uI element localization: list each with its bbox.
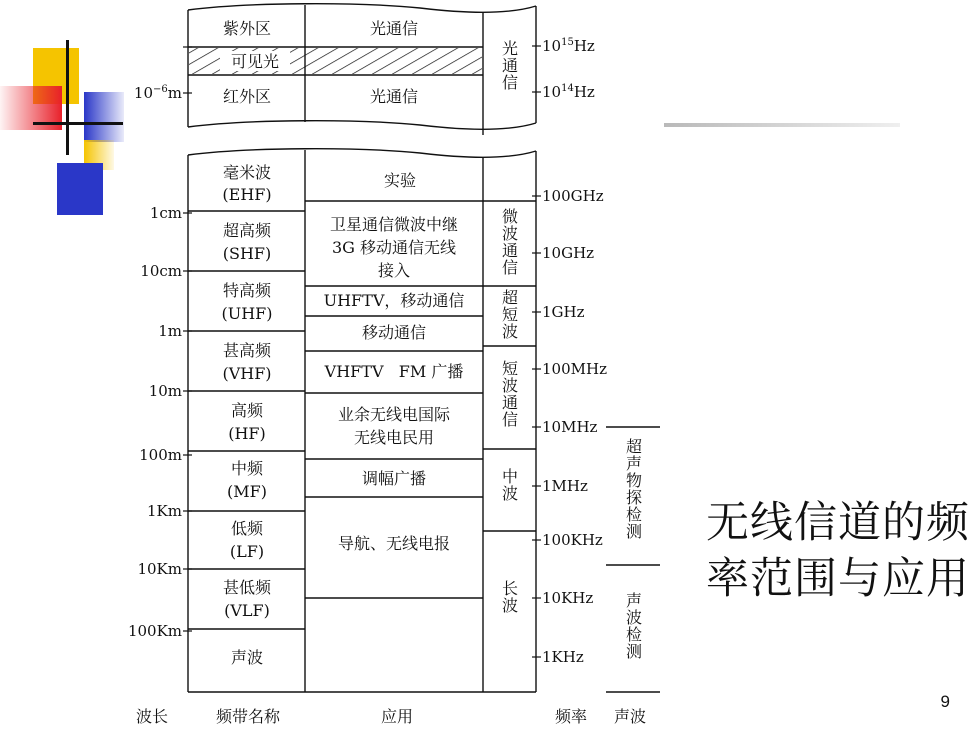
sound-label: 超声物探检测 (625, 437, 643, 541)
sound-label: 声波检测 (625, 591, 643, 661)
wavelength-label: 10cm (140, 262, 182, 280)
band-code: (EHF) (222, 185, 272, 204)
wavelength-labels (128, 84, 182, 640)
band-code: (MF) (227, 482, 267, 501)
frequency-label: 1KHz (542, 648, 584, 666)
band-code: (HF) (228, 424, 266, 443)
band-name: 红外区 (222, 87, 272, 106)
application-text: 光通信 (369, 19, 419, 38)
column-header-sound: 声波 (613, 707, 647, 726)
band-names (221, 19, 279, 667)
frequency-label: 10KHz (542, 589, 594, 607)
wavelength-label: 1Km (147, 502, 182, 520)
category-label: 光通信 (501, 39, 519, 92)
category-label: 长波 (501, 579, 519, 615)
page-number: 9 (940, 692, 950, 711)
column-headers (136, 707, 646, 726)
frequency-label: 10MHz (542, 418, 598, 436)
wavelength-label: 10m (148, 382, 182, 400)
band-name: 可见光 (230, 52, 280, 71)
band-code: (VHF) (222, 364, 272, 383)
category-label: 中波 (501, 467, 519, 503)
column-header-application: 应用 (380, 707, 414, 726)
band-name: 高频 (230, 401, 264, 420)
frequency-labels (542, 37, 607, 666)
column-header-frequency: 频率 (554, 707, 588, 726)
application-text: 导航、无线电报 (337, 534, 451, 553)
frequency-label: 1MHz (542, 477, 588, 495)
band-name: 特高频 (222, 281, 272, 300)
frequency-label: 100GHz (542, 187, 604, 205)
frequency-label: 1GHz (542, 303, 585, 321)
frequency-label: $10^{15}Hz$ (542, 37, 595, 55)
band-name: 毫米波 (222, 163, 272, 182)
wavelength-label: 1m (158, 322, 182, 340)
wavelength-label: 10Km (137, 560, 182, 578)
band-name: 超高频 (222, 221, 272, 240)
category-label: 短波通信 (501, 359, 519, 429)
wavelength-label: $10^{-6}m$ (133, 84, 182, 102)
band-code: (LF) (229, 542, 265, 561)
band-name: 中频 (230, 459, 264, 478)
category-label: 超短波 (501, 288, 519, 341)
column-header-wavelength: 波长 (135, 707, 169, 726)
application-text: UHFTV，移动通信 (323, 291, 465, 310)
band-name: 低频 (230, 519, 264, 538)
application-text: 卫星通信微波中继 (329, 215, 459, 234)
application-text: 接入 (377, 261, 411, 280)
slide-title: 无线信道的频率范围与应用 (706, 498, 970, 604)
application-text: 实验 (383, 171, 417, 190)
frequency-label: 10GHz (542, 244, 595, 262)
application-text: 3G 移动通信无线 (331, 238, 457, 257)
application-text: 移动通信 (361, 323, 427, 342)
band-code: (SHF) (222, 244, 272, 263)
application-text: 业余无线电国际 (337, 405, 451, 424)
wavelength-label: 100Km (127, 622, 182, 640)
band-name: 甚高频 (222, 341, 272, 360)
application-text: 无线电民用 (353, 428, 435, 447)
wavelength-label: 100m (139, 446, 182, 464)
application-text: VHFTV FM 广播 (324, 362, 464, 381)
wavelength-label: 1cm (149, 204, 182, 222)
frequency-label: $10^{14}Hz$ (542, 83, 595, 101)
band-name: 紫外区 (222, 19, 272, 38)
band-name: 声波 (230, 648, 264, 667)
application-text: 调幅广播 (361, 469, 427, 488)
sound-labels (626, 437, 642, 661)
column-header-band: 频带名称 (215, 707, 281, 726)
application-text: 光通信 (369, 87, 419, 106)
frequency-label: 100MHz (542, 360, 607, 378)
categories (502, 39, 518, 615)
band-code: (VLF) (224, 601, 270, 620)
category-label: 微波通信 (501, 207, 519, 277)
band-code: (UHF) (221, 304, 273, 323)
frequency-label: 100KHz (542, 531, 603, 549)
band-name: 甚低频 (222, 578, 272, 597)
